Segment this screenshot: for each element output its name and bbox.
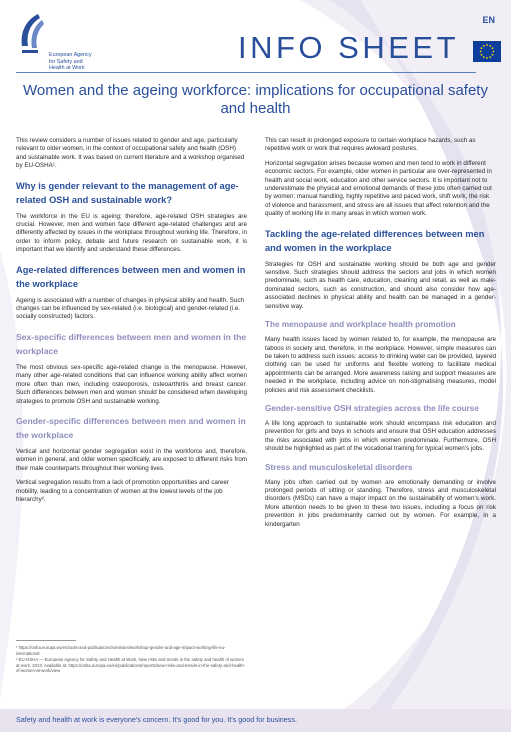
document-title: Women and the ageing workforce: implications for occupational safety and health [23,82,488,117]
doc-type-title: INFO SHEET [238,30,460,65]
eu-osha-logo[interactable] [16,12,146,80]
menopause-paragraph: Many health issues faced by women related to, for example, the menopause are taboos in society and, therefore, in the workplace. However, simple measures can be taken to address such issues: access to drinking water can be provided, layered clothing can be used for uniforms and flexible working to facilitate medical appointments can be arranged. More awareness raising and support measures are needed in the workplace, including advice on non-stigmatising measures, model policies and risk assessment checklists. [265,336,496,394]
gender-specific-paragraph-2: Vertical segregation results from a lack of promotion opportunities and career mobility, leading to a concentration of women at the lowest levels of the job hierarchy². [16,479,229,503]
right-column [265,137,496,535]
eu-osha-logo-icon [16,12,50,58]
left-column [16,137,247,510]
footnote-2[interactable]: ² EU-OSHA — European Agency for Safety and Health at Work, New risks and trends in the safety and health of women at work, 2013. Available at: https://osha.europa.eu/en/publications/reports/new-risks-and-trends-in-the-safety-and-health-of-women-at-work/view [16,657,246,674]
continued-paragraph: This can result in prolonged exposure to certain workplace hazards, such as repetitive work or work that requires awkward postures. [265,137,476,153]
heading-age-differences: Age-related differences between men and women in the workplace [16,264,246,289]
why-gender-paragraph: The workforce in the EU is ageing; therefore, age-related OSH strategies are crucial. However, men and women face different age-related challenges and are differently affected by issues in the workplace throughout working life. Therefore, in order to inform policy, debate and future research on sustainable work, it is important that we identify and understand these differences. [16,212,247,254]
header-divider [16,72,476,73]
footer-slogan: Safety and health at work is everyone's concern. It's good for you. It's good for business. [16,715,297,724]
language-code[interactable]: EN [482,15,495,25]
footnote-1[interactable]: ¹ https://osha.europa.eu/en/tools-and-publications/seminars/workshop-gender-and-age-impact-working-life-eu-international [16,645,226,656]
intro-paragraph: This review considers a number of issues related to gender and age, particularly relevant to older women, in the context of occupational safety and health (OSH) and sustainable work. It was based on current literature and a workshop organised by EU-OSHA¹. [16,137,245,170]
tackling-paragraph: Strategies for OSH and sustainable working should be both age and gender sensitive. Such strategies should address the sectors and jobs in which women predominate, such as health care, education, cleaning and retail, as well as male-dominated sectors, such as construction, and should also consider how age-associated declines in physical ability and health can be managed in a gender-sensitive way. [265,260,496,310]
heading-gender-specific: Gender-specific differences between men and women in the workplace [16,415,246,440]
gender-sensitive-paragraph: A life long approach to sustainable work should encompass risk education and prevention for girls and boys in schools and ensure that OSH education addresses the risks associated with jobs in which women predominate. Furthermore, OSH should be highlighted as part of the vocational training for typical women's jobs. [265,419,496,453]
heading-gender-sensitive: Gender-sensitive OSH strategies across the life course [265,403,479,413]
heading-why-gender: Why is gender relevant to the management of age-related OSH and sustainable work? [16,180,239,205]
heading-stress-msd: Stress and musculoskeletal disorders [265,462,413,472]
heading-menopause: The menopause and workplace health promotion [265,320,456,330]
sex-specific-paragraph: The most obvious sex-specific age-related change is the menopause. However, many other age-related conditions that can influence working ability affect women more often than men, including osteoporosis, osteoarthritis and breast cancer. Such differences between men and women should be considered when developing strategies to promote OSH and sustainable working. [16,363,247,405]
heading-tackling: Tackling the age-related differences between men and women in the workplace [265,228,485,253]
heading-sex-specific: Sex-specific differences between men and women in the workplace [16,331,247,356]
stress-msd-paragraph: Many jobs often carried out by women are emotionally demanding or involve prolonged periods of sitting or standing. Therefore, stress and musculoskeletal disorders (MSDs) can have a major impact on the sustainability of women's work. More attention needs to be given to these two issues, including a focus on risk prevention in jobs predominantly carried out by women. For example, in a kindergarten [265,478,496,528]
footnote-divider [16,640,76,641]
agency-name: European Agency for Safety and Health at Work [49,52,92,71]
horizontal-segregation-paragraph: Horizontal segregation arises because women and men tend to work in different economic sectors. For example, older women in particular are over-represented in health and social work, education and other service sectors. It is important not to underestimate the physical and emotional demands of these jobs often carried out by women: manual handling, highly repetitive and paced work, shift work, the risk of violence and harassment, and stress are all issues that affect retention and the quality of working life in many areas in which women work. [265,159,492,218]
age-differences-paragraph: Ageing is associated with a number of changes in physical ability and health. Such changes can be influenced by sex-related (i.e. biological) and gender-related (i.e. socially constructed) factors. [16,296,244,321]
footnotes [16,645,247,675]
eu-flag-icon [473,41,501,62]
gender-specific-paragraph-1: Vertical and horizontal gender segregation exist in the workforce and, therefore, women in general, and older women specifically, are exposed to different risks from their male counterparts throughout their working lives. [16,447,247,472]
